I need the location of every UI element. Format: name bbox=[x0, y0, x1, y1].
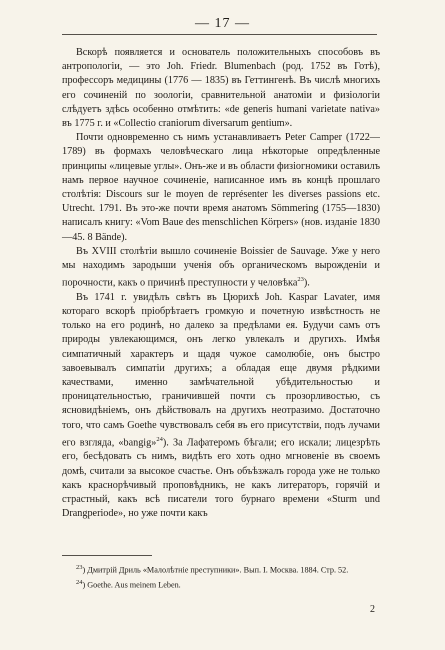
page-number: — 17 — bbox=[195, 16, 250, 31]
paragraph-2: Почти одновременно съ нимъ устанавливаетъ Peter Camper (1722—1789) въ формахъ человѣческаго лица нѣкоторые опредѣленные принципы «лицевые углы». Онъ-же и въ области физіогномики оставилъ намъ первое научное сочиненіе, написанное имъ въ концѣ прошлаго столѣтія: Discours sur le moyen de représenter les diverses passions etc. Utrecht. 1791. Въ это-же почти время анатомъ Sömmering (1755—1830) написалъ книгу: «Vom Baue des menschlichen Körpers» (нов. изданіе 1830—45. 8 Bände). bbox=[62, 132, 380, 243]
footnote-23 bbox=[62, 562, 380, 577]
body-text bbox=[62, 46, 380, 521]
paragraph-3-text: Въ XVIII столѣтіи вышло сочиненіе Boissier de Sauvage. Уже у него мы находимъ зародыши ученія объ органическомъ вырожденіи и порочности, какъ о причинѣ преступности у человѣка bbox=[62, 245, 380, 289]
footnote-23-ref: 23 bbox=[76, 564, 83, 571]
footnotes bbox=[62, 562, 380, 591]
footnote-24-ref: 24 bbox=[76, 578, 83, 586]
paragraph-4-text: Въ 1741 г. увидѣлъ свѣтъ въ Цюрихѣ Joh. Kaspar Lavater, имя котораго вскорѣ пріобрѣтаетъ громкую и почетную извѣстность не только на его родинѣ, но далеко за предѣлами ея. Будучи самъ отъ природы увлекающимся, онъ легко увлекалъ и другихъ. Имѣя симпатичный характеръ и щадя чужое самолюбіе, онъ быстро завоевывалъ симпатіи другихъ; а обладая еще двумя рѣдкими качествами, именно замѣчательной убѣдительностью и проницательностью, граничившей почти съ прозорливостью, съ ясновидѣніемъ, онъ дѣйствовалъ на другихъ неотразимо. Достаточно того, что самъ Goethe чувствовалъ себя въ его присутствіи, подъ лучами его взгляда, «bangig» bbox=[62, 291, 380, 449]
paragraph-3 bbox=[62, 245, 380, 291]
footnote-ref-23: 23 bbox=[297, 276, 304, 284]
paragraph-3-end: ). bbox=[303, 277, 310, 289]
paragraph-4 bbox=[62, 291, 380, 522]
paragraph-4-end: ). За Лафатеромъ бѣгали; его искали; лицезрѣть его, бесѣдовать съ нимъ, видѣть его хоть одно мгновеніе въ своемъ домѣ, считали за высокое счастье. Онъ объѣзжалъ города уже не только какъ краснорѣчивый проповѣдникъ, не какъ литераторъ, горячій и страстный, какъ всѣ писатели того бурнаго времени «Sturm und Drangperiode», но уже почти какъ bbox=[62, 437, 380, 520]
footnote-ref-24: 24 bbox=[156, 435, 163, 443]
footnote-rule bbox=[62, 555, 152, 556]
header-rule bbox=[62, 34, 377, 35]
paragraph-1: Вскорѣ появляется и основатель положительныхъ способовъ въ антропологіи, — это Joh. Friedr. Blumenbach (род. 1752 въ Готѣ), профессоръ медицины (1776 — 1835) въ Геттингенѣ. Въ числѣ многихъ его сочиненій по зоологіи, сравнительной анатоміи и физіологіи слѣдуетъ здѣсь особенно отмѣтить: «de generis humani varietate nativa» въ 1775 г. и «Collectio craniorum diversarum gentium». bbox=[62, 47, 380, 130]
footnote-24-text: ) Goethe. Aus meinem Leben. bbox=[82, 580, 181, 590]
signature-mark: 2 bbox=[370, 604, 375, 615]
footnote-23-text: ) Дмитрій Дриль «Малолѣтніе преступники». Вып. I. Москва. 1884. Стр. 52. bbox=[82, 565, 349, 575]
footnote-24 bbox=[62, 577, 380, 592]
